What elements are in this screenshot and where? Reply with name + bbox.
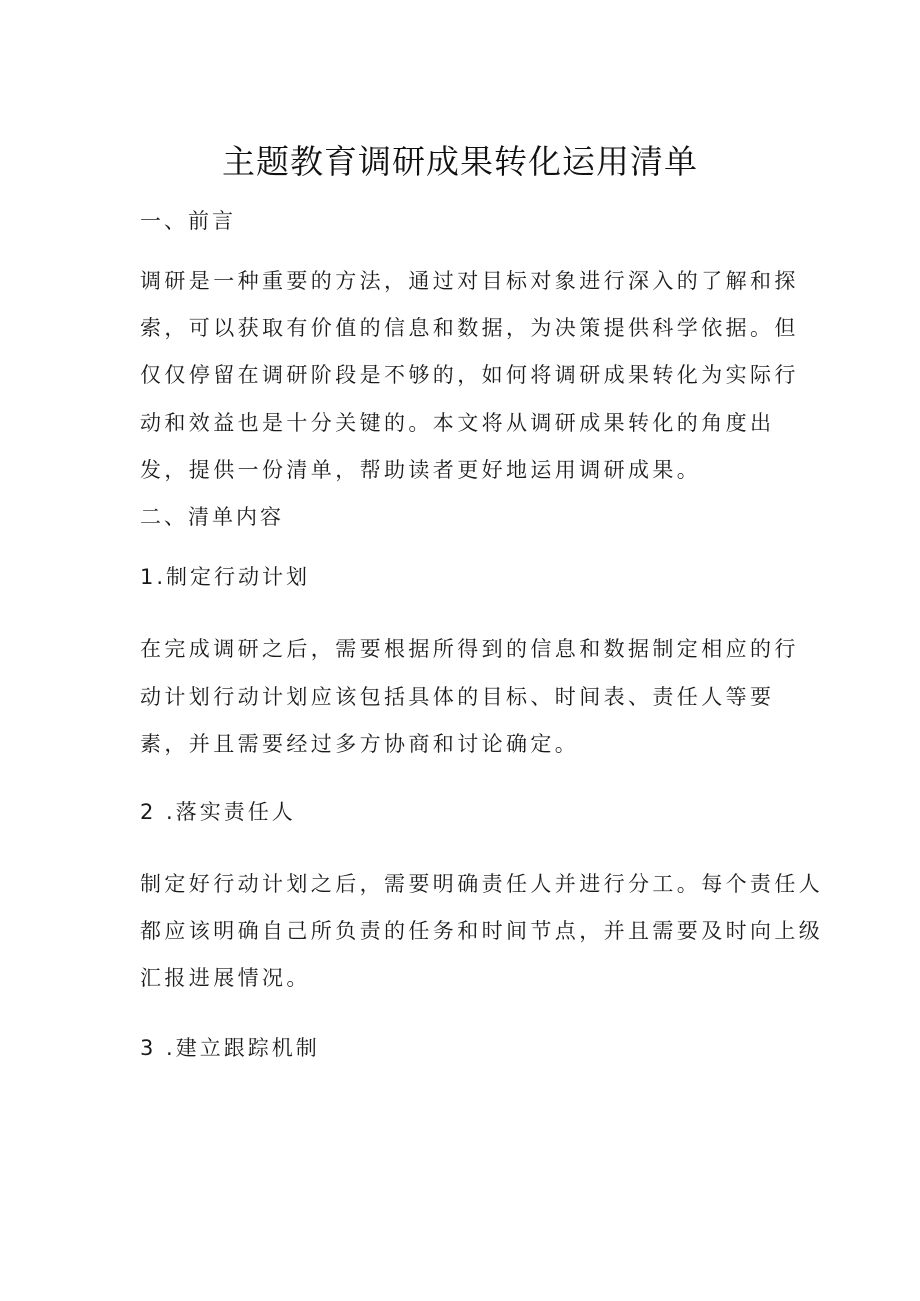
paragraph-line: 在完成调研之后，需要根据所得到的信息和数据制定相应的行	[140, 637, 799, 661]
item-heading-responsible-person: 2 .落实责任人	[140, 800, 296, 824]
paragraph-line: 仅仅停留在调研阶段是不够的，如何将调研成果转化为实际行	[140, 363, 799, 387]
section-heading-preface: 一、前言	[140, 209, 236, 233]
paragraph-line: 动计划行动计划应该包括具体的目标、时间表、责任人等要	[140, 685, 775, 709]
document-title: 主题教育调研成果转化运用清单	[222, 142, 698, 181]
section-heading-checklist: 二、清单内容	[140, 505, 284, 529]
paragraph-line: 动和效益也是十分关键的。本文将从调研成果转化的角度出	[140, 411, 775, 435]
paragraph-line: 发，提供一份清单，帮助读者更好地运用调研成果。	[140, 458, 702, 482]
item-heading-tracking-mechanism: 3 .建立跟踪机制	[140, 1036, 320, 1060]
paragraph-line: 索，可以获取有价值的信息和数据，为决策提供科学依据。但	[140, 316, 799, 340]
paragraph-line: 制定好行动计划之后，需要明确责任人并进行分工。每个责任人	[140, 872, 824, 896]
paragraph-line: 素，并且需要经过多方协商和讨论确定。	[140, 732, 580, 756]
paragraph-line: 都应该明确自己所负责的任务和时间节点，并且需要及时向上级	[140, 919, 824, 943]
paragraph-line: 调研是一种重要的方法，通过对目标对象进行深入的了解和探	[140, 269, 799, 293]
item-heading-action-plan: 1.制定行动计划	[140, 565, 311, 589]
paragraph-line: 汇报进展情况。	[140, 966, 311, 990]
